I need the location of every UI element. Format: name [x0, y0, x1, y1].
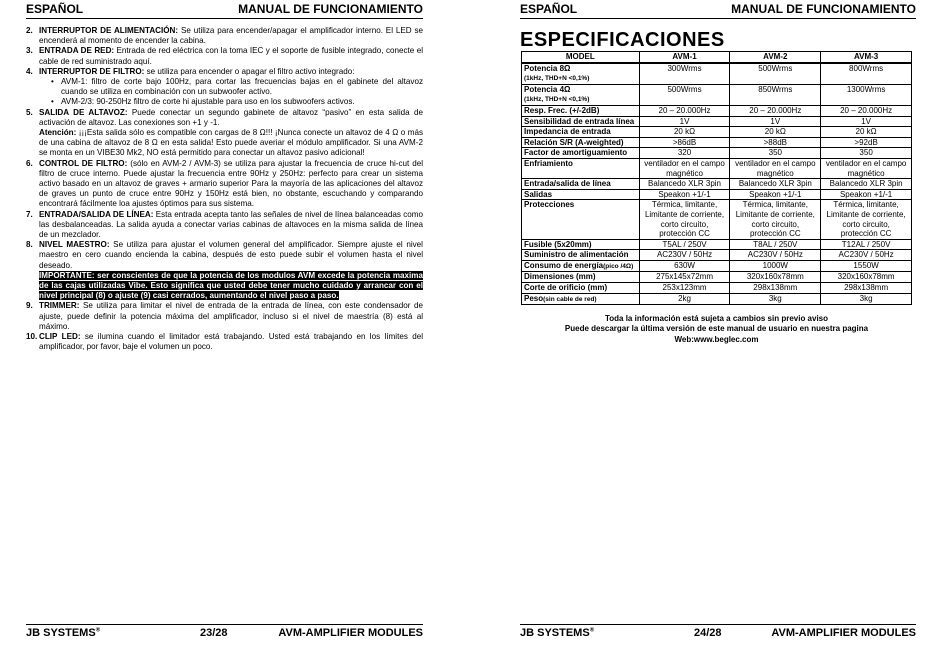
page-footer: [26, 627, 423, 643]
item-text: Esta entrada acepta tanto las señales de nivel de línea balanceadas como las desbalanceadas. La salida ayuda a conectar varias cabinas de altavoces en la misma salida de línea de un mezclador.: [39, 209, 423, 240]
item-text: (sólo en AVM-2 / AVM-3) se utiliza para ajustar la frecuencia de cruce hi-cut del filtro de cruce interno. Puede ajustar la frecuencia entre 90Hz y 250Hz: perfecto para crear un sistema activo basado en un altavoz de graves + armario superior Para la mayoría de las aplicaciones del altavoz de graves un punto de cruce entre 90Hz y 150Hz está bien, no obstante, escuchando y comparando encontrará fácilmente loa ajustes óptimos para sus sistema.: [39, 158, 423, 209]
spec-value: 20 kΩ: [639, 127, 730, 138]
feature-item: [26, 46, 423, 66]
spec-label: Peso: [524, 293, 544, 303]
spec-value: 320x160x78mm: [821, 272, 912, 283]
spec-label: Enfriamiento: [524, 158, 573, 168]
item-number: 6.: [26, 158, 33, 168]
spec-value: 500Wrms: [730, 63, 821, 85]
spec-row: [522, 272, 912, 283]
important-block: [39, 271, 423, 302]
specifications-title: ESPECIFICACIONES: [520, 29, 725, 51]
spec-row: [522, 260, 912, 272]
spec-label: Suministro de alimentación: [524, 250, 629, 260]
spec-label-cell: [522, 293, 640, 305]
feature-item: [26, 240, 423, 301]
spec-value: Balancedo XLR 3pin: [639, 179, 730, 190]
spec-value: 298x138mm: [821, 283, 912, 294]
item-number: 7.: [26, 209, 33, 219]
specifications-table: [521, 51, 912, 305]
spec-value: >92dB: [821, 137, 912, 148]
item-number: 9.: [26, 301, 33, 311]
spec-value: 850Wrms: [730, 84, 821, 105]
spec-label: Sensibilidad de entrada línea: [524, 116, 635, 126]
spec-value: 1V: [639, 116, 730, 127]
page-header: [520, 2, 916, 18]
item-bullets: [39, 77, 423, 108]
feature-item: [26, 301, 423, 332]
spec-value: 320x160x78mm: [730, 272, 821, 283]
spec-label: Entrada/salida de línea: [524, 179, 611, 189]
footer-rule: [26, 624, 423, 625]
item-number: 4.: [26, 66, 33, 76]
column-header: AVM-3: [821, 52, 912, 63]
item-term: ENTRADA DE RED:: [39, 46, 115, 56]
spec-label: Corte de orificio (mm): [524, 283, 608, 293]
spec-label: Salidas: [524, 189, 553, 199]
spec-label: Fusible (5x20mm): [524, 239, 592, 249]
spec-value: >86dB: [639, 137, 730, 148]
item-number: 2.: [26, 26, 33, 35]
spec-row: [522, 283, 912, 294]
spec-value: Térmica, limitante, Limitante de corriente, corto circuito, protección CC: [821, 200, 912, 239]
item-text: se ilumina cuando el limitador está trabajando. Usted está trabajando en los límites del amplificador, por favor, baje el volumen un poco.: [39, 332, 424, 352]
spec-value: 20 – 20.000Hz: [730, 105, 821, 116]
spec-value: Térmica, limitante, Limitante de corriente, corto circuito, protección CC: [730, 200, 821, 239]
footer-brand-name: JB SYSTEMS: [26, 627, 96, 639]
feature-item: [26, 332, 423, 352]
spec-value: Speakon +1/-1: [730, 189, 821, 200]
feature-item: [26, 159, 423, 210]
spec-row: [522, 84, 912, 105]
spec-value: AC230V / 50Hz: [730, 250, 821, 261]
spec-value: 500Wrms: [639, 84, 730, 105]
spec-value: >88dB: [730, 137, 821, 148]
spec-value: ventilador en el campo magnético: [730, 158, 821, 178]
spec-value: 3kg: [821, 293, 912, 305]
spec-label-cell: [522, 148, 640, 159]
note-line: Puede descargar la última versión de este manual de usuario en nuestra pagina: [564, 324, 869, 334]
spec-value: 20 kΩ: [730, 127, 821, 138]
item-number: 5.: [26, 107, 33, 117]
spec-value: 2kg: [639, 293, 730, 305]
spec-value: ventilador en el campo magnético: [821, 158, 912, 178]
page-footer: [520, 627, 916, 643]
spec-label: Resp. Frec. (+/-2dB): [524, 105, 600, 115]
footer-brand-name: JB SYSTEMS: [520, 627, 590, 639]
spec-label-cell: [522, 272, 640, 283]
spec-label-cell: [522, 158, 640, 178]
spec-value: 630W: [639, 260, 730, 272]
spec-value: Térmica, limitante, Limitante de corriente, corto circuito, protección CC: [639, 200, 730, 239]
footer-product: AVM-AMPLIFIER MODULES: [771, 627, 916, 639]
spec-row: [522, 200, 912, 239]
item-term: INTERRUPTOR DE FILTRO:: [39, 66, 145, 76]
feature-list: [26, 26, 423, 353]
manual-page-right: [475, 0, 950, 659]
spec-row: [522, 239, 912, 250]
spec-value: 1V: [821, 116, 912, 127]
registered-mark: ®: [589, 627, 595, 634]
footer-page-number: 23/28: [200, 627, 228, 639]
column-header: AVM-2: [730, 52, 821, 63]
footer-page-number: 24/28: [694, 627, 722, 639]
spec-label: Potencia 4Ω: [524, 84, 571, 94]
spec-label: Consumo de energía: [524, 260, 604, 270]
spec-label-cell: [522, 189, 640, 200]
note-text: ¡¡¡Esta salida sólo es compatible con cargas de 8 Ω!!! ¡Nunca conecte un altavoz de 4 Ω o más de una cabina de altavoz de 8 Ω en esta salida! Esto puede averiar el módulo amplificador. Si una AVM-2 se monta en un VIBE30 Mk2, NO está permitido para conectar un altavoz pasivo adicional!: [39, 128, 423, 158]
spec-value: 350: [730, 148, 821, 159]
spec-label-cell: [522, 250, 640, 261]
spec-value: Balancedo XLR 3pin: [821, 179, 912, 190]
feature-item: [26, 108, 423, 159]
spec-label-cell: [522, 84, 640, 105]
item-number: 3.: [26, 46, 33, 56]
spec-label-cell: [522, 260, 640, 272]
spec-table-header-row: [522, 52, 912, 63]
spec-label-cell: [522, 137, 640, 148]
spec-label-small: (sin cable de red): [543, 295, 597, 303]
spec-label-cell: [522, 200, 640, 239]
feature-item: [26, 67, 423, 108]
spec-label: Factor de amortiguamiento: [524, 148, 628, 158]
feature-item: [26, 210, 423, 241]
bullet-item: • AVM-1: filtro de corte bajo 100Hz, para cortar las frecuencias bajas en el gabinete del altavoz cuando se utiliza en combinación con un subwoofer activo.: [49, 77, 423, 97]
column-header: MODEL: [522, 52, 640, 63]
spec-value: 20 – 20.000Hz: [639, 105, 730, 116]
header-manual-title: MANUAL DE FUNCIONAMIENTO: [238, 2, 423, 16]
spec-value: 300Wrms: [639, 63, 730, 85]
item-term: TRIMMER:: [39, 301, 80, 311]
item-term: INTERRUPTOR DE ALIMENTACIÓN:: [39, 26, 179, 35]
spec-value: AC230V / 50Hz: [639, 250, 730, 261]
spec-row: [522, 179, 912, 190]
feature-item: [26, 26, 423, 46]
spec-value: 3kg: [730, 293, 821, 305]
spec-value: 1V: [730, 116, 821, 127]
item-term: SALIDA DE ALTAVOZ:: [39, 107, 128, 117]
note-line: Toda la información está sujeta a cambios sin previo aviso: [604, 314, 829, 323]
header-language: ESPAÑOL: [520, 2, 578, 16]
spec-row: [522, 158, 912, 178]
spec-value: 320: [639, 148, 730, 159]
header-manual-title: MANUAL DE FUNCIONAMIENTO: [731, 2, 916, 16]
spec-value: T8AL / 250V: [730, 239, 821, 250]
spec-label-cell: [522, 179, 640, 190]
spec-value: 275x145x72mm: [639, 272, 730, 283]
registered-mark: ®: [95, 627, 101, 634]
item-term: NIVEL MAESTRO:: [39, 240, 110, 250]
spec-value: 1300Wrms: [821, 84, 912, 105]
note-term: Atención:: [39, 128, 77, 138]
item-term: ENTRADA/SALIDA DE LÍNEA:: [39, 209, 154, 219]
spec-label: Potencia 8Ω: [524, 63, 571, 73]
spec-label-sub: (1kHz, THD+N <0,1%): [524, 75, 590, 83]
item-term: CONTROL DE FILTRO:: [39, 158, 128, 168]
spec-label-cell: [522, 105, 640, 116]
spec-value: 20 – 20.000Hz: [821, 105, 912, 116]
spec-value: Balancedo XLR 3pin: [730, 179, 821, 190]
column-header: AVM-1: [639, 52, 730, 63]
spec-label: Impedancia de entrada: [524, 127, 611, 137]
spec-label: Protecciones: [524, 200, 575, 210]
spec-row: [522, 293, 912, 305]
spec-value: 253x123mm: [639, 283, 730, 294]
item-text: se utiliza para encender o apagar el filtro activo integrado:: [144, 66, 355, 76]
spec-label: Dimensiones (mm): [524, 272, 596, 282]
item-number: 8.: [26, 240, 33, 250]
spec-value: AC230V / 50Hz: [821, 250, 912, 261]
spec-value: 298x138mm: [730, 283, 821, 294]
important-warning: IMPORTANTE: ser conscientes de que la potencia de los modulos AVM excede la potencia maxima de las cajas utilizadas Vibe. Esto significa que usted debe tener mucho cuidado y arrancar con el nivel principal (8) o ajuste (9) casi cerrados, aumentando el nivel paso a paso.: [39, 270, 423, 301]
spec-value: Speakon +1/-1: [639, 189, 730, 200]
footer-brand: [26, 627, 100, 639]
item-text: Puede conectar un segundo gabinete de altavoz “pasivo” en esta salida de activación de altavoz. Las conexiones son +1 y -1.: [39, 107, 423, 127]
footer-product: AVM-AMPLIFIER MODULES: [278, 627, 423, 639]
spec-value: Speakon +1/-1: [821, 189, 912, 200]
spec-value: 1000W: [730, 260, 821, 272]
disclaimer-notes: [521, 314, 912, 345]
item-note: [39, 128, 423, 159]
note-line: Web:www.beglec.com: [674, 334, 759, 344]
item-text: Se utiliza para limitar el nivel de entrada de la entrada de línea, con este condensador de ajuste, puede definir la potencia máxima del amplificador, incluso si el nivel de maestría (8) está al máximo.: [39, 301, 423, 331]
spec-label-cell: [522, 239, 640, 250]
header-rule: [26, 18, 423, 19]
footer-rule: [520, 624, 916, 625]
spec-value: 350: [821, 148, 912, 159]
spec-value: 800Wrms: [821, 63, 912, 85]
spec-value: 1550W: [821, 260, 912, 272]
item-text: Se utiliza para ajustar el volumen general del amplificador. Siempre ajuste el nivel maestro en cero cuando encienda la cabina, después de esto puede subir el volumen hasta el nivel deseado.: [39, 240, 423, 270]
spec-label-cell: [522, 63, 640, 85]
item-text: Entrada de red eléctrica con la toma IEC y el soporte de fusible integrado, conecte el cable de red suministrado aquí.: [39, 46, 423, 66]
spec-row: [522, 116, 912, 127]
spec-row: [522, 127, 912, 138]
spec-row: [522, 137, 912, 148]
page-header: [26, 2, 423, 18]
spec-table-body: [522, 63, 912, 305]
item-number: 10.: [26, 332, 38, 342]
spec-row: [522, 189, 912, 200]
spec-value: T12AL / 250V: [821, 239, 912, 250]
header-language: ESPAÑOL: [26, 2, 84, 16]
spec-row: [522, 63, 912, 85]
spec-label-cell: [522, 116, 640, 127]
spec-label-cell: [522, 283, 640, 294]
spec-label-sub: (1kHz, THD+N <0,1%): [524, 96, 590, 104]
item-term: CLIP LED:: [39, 332, 81, 342]
spec-row: [522, 105, 912, 116]
spec-row: [522, 148, 912, 159]
bullet-item: • AVM-2/3: 90-250Hz filtro de corte hi ajustable para uso en los subwoofers activos.: [49, 97, 423, 107]
footer-brand: [520, 627, 594, 639]
spec-value: T5AL / 250V: [639, 239, 730, 250]
spec-value: 20 kΩ: [821, 127, 912, 138]
spec-row: [522, 250, 912, 261]
header-rule: [520, 18, 916, 19]
spec-label-small: (pico /4Ω): [603, 262, 634, 270]
item-text: Se utiliza para encender/apagar el amplificador interno. El LED se encenderá al momento de encender la cabina.: [39, 26, 423, 46]
spec-label: Relación S/R (A-weighted): [524, 137, 624, 147]
spec-label-cell: [522, 127, 640, 138]
spec-value: ventilador en el campo magnético: [639, 158, 730, 178]
